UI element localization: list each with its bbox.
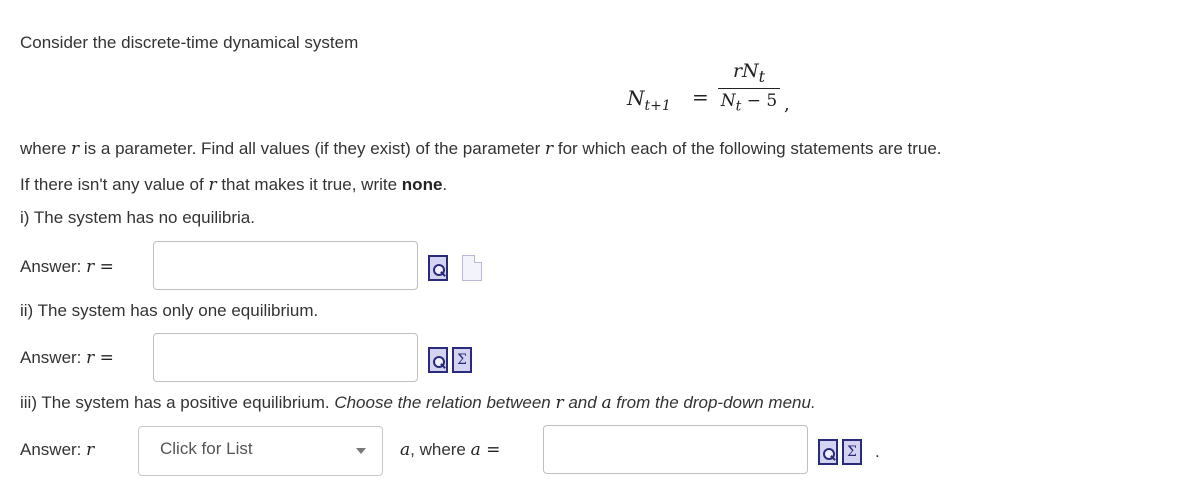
equation bbox=[620, 58, 810, 128]
equation-comma: , bbox=[784, 94, 790, 115]
document-icon[interactable] bbox=[462, 255, 482, 281]
where-a-label: a, where a = bbox=[400, 440, 501, 460]
lens-handle bbox=[440, 363, 446, 369]
numerator: $rN_t$ bbox=[732, 60, 766, 86]
fraction-bar bbox=[718, 88, 780, 89]
intro-text: Consider the discrete-time dynamical system bbox=[20, 33, 359, 52]
none-instruction: If there isn't any value of r that makes it true, write none. bbox=[20, 175, 448, 195]
fold-glyph bbox=[474, 255, 482, 263]
preview-icon[interactable] bbox=[818, 439, 838, 465]
trailing-period: . bbox=[875, 442, 880, 461]
denominator: $N_t - 5$ bbox=[720, 91, 778, 115]
answer-2-label: Answer: r = bbox=[20, 348, 114, 368]
lens-handle bbox=[440, 271, 446, 277]
answer-1-label: Answer: r = bbox=[20, 257, 114, 277]
dropdown-selected: Click for List bbox=[160, 439, 253, 458]
equation-lhs: $N_{t+1}$ bbox=[627, 86, 671, 114]
equals-sign: = bbox=[692, 85, 709, 109]
question-1: i) The system has no equilibria. bbox=[20, 208, 255, 227]
preview-icon[interactable] bbox=[428, 255, 448, 281]
answer-3-label: Answer: r bbox=[20, 440, 95, 460]
fraction bbox=[718, 60, 780, 114]
parameter-description: where r is a parameter. Find all values (if they exist) of the parameter r for which each of the following statements are true. bbox=[20, 139, 942, 159]
answer-3-a-input[interactable] bbox=[543, 425, 808, 474]
chevron-down-icon bbox=[356, 448, 366, 454]
preview-icon[interactable] bbox=[428, 347, 448, 373]
lens-handle bbox=[830, 455, 836, 461]
equation-editor-icon[interactable]: Σ bbox=[842, 439, 862, 465]
answer-1-input[interactable] bbox=[153, 241, 418, 290]
question-3: iii) The system has a positive equilibrium. Choose the relation between r and a from the drop-down menu. bbox=[20, 393, 816, 413]
relation-dropdown[interactable] bbox=[138, 426, 383, 476]
answer-2-input[interactable] bbox=[153, 333, 418, 382]
equation-editor-icon[interactable]: Σ bbox=[452, 347, 472, 373]
question-2: ii) The system has only one equilibrium. bbox=[20, 301, 319, 320]
